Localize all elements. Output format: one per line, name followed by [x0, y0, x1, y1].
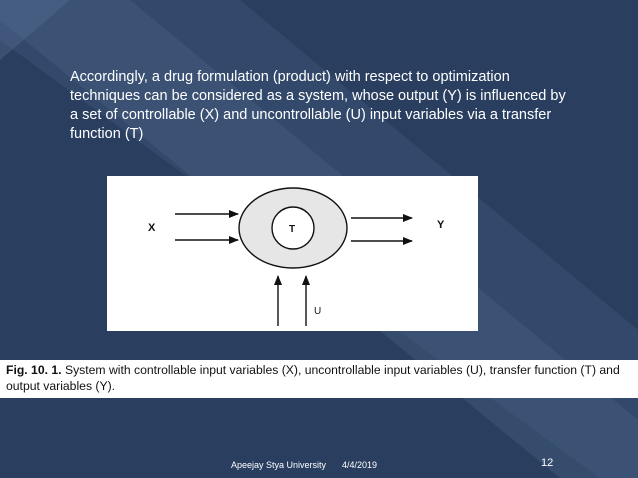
transfer-label-t: T: [289, 224, 296, 235]
system-diagram-svg: [107, 176, 478, 331]
footer-institution: Apeejay Stya University: [231, 460, 327, 470]
slide-paragraph: Accordingly, a drug formulation (product) with respect to optimization techniques can be considered as a system, whose output (Y) is influenced by a set of controllable (X) and uncontrollable (U) input variables via a transfer function (T): [70, 69, 566, 142]
uncontrollable-label-u: U: [314, 306, 322, 317]
input-label-x: X: [148, 222, 156, 234]
figure-caption: [0, 360, 638, 398]
page-number: 12: [541, 457, 554, 469]
caption-figure-label: Fig. 10. 1.: [6, 363, 62, 377]
caption-text: [6, 363, 634, 394]
footer-date: 4/4/2019: [342, 460, 378, 470]
output-label-y: Y: [437, 219, 445, 231]
system-diagram: [107, 176, 478, 331]
caption-body: System with controllable input variables (X), uncontrollable input variables (U), transfer function (T) and output variables (Y).: [6, 363, 620, 393]
